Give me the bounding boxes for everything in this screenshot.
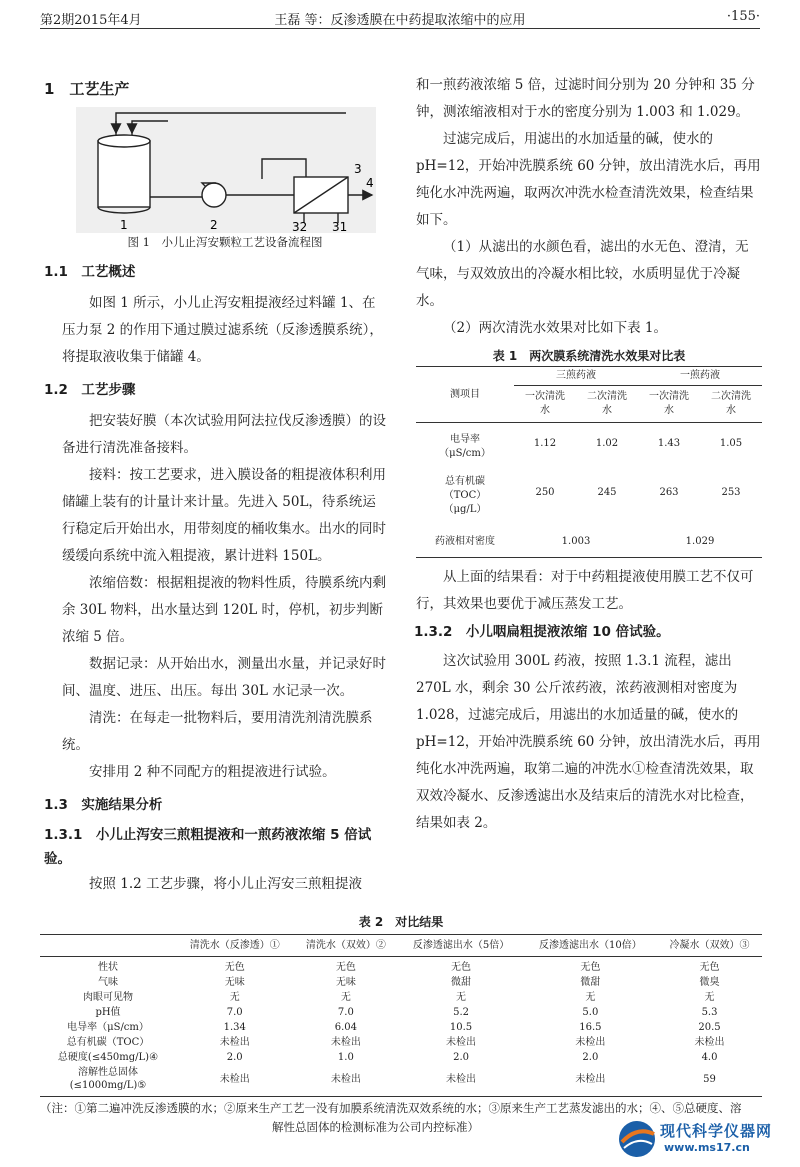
row-label: 性状 [98, 962, 118, 973]
column-header: 清洗水（反渗透）① [176, 935, 293, 957]
table-cell: 未检出 [176, 1065, 293, 1097]
paragraph: 清洗：在每走一批物料后，要用清洗剂清洗膜系统。 [62, 710, 373, 753]
article-title: 王磊 等：反渗透膜在中药提取浓缩中的应用 [274, 13, 526, 28]
table-cell: 未检出 [293, 1065, 398, 1097]
table-cell: 无色 [580, 962, 601, 973]
table-cell: 无味 [335, 977, 356, 988]
column-header: 二次清洗水 [700, 386, 762, 423]
left-column [44, 76, 388, 898]
table-cell: 20.5 [698, 1022, 721, 1033]
table-cell: 无色 [451, 962, 472, 973]
paragraph: 和一煎药液浓缩 5 倍，过滤时间分别为 20 分钟和 35 分钟，测浓缩液相对于水的密度分别为 1.003 和 1.029。 [416, 77, 755, 120]
section-1-1-heading: 1.1 工艺概述 [44, 264, 136, 280]
table-row [40, 1050, 762, 1065]
paragraph: （2）两次清洗水效果对比如下表 1。 [443, 320, 667, 336]
paragraph: （1）从滤出的水颜色看，滤出的水无色、澄清，无气味，与双效放出的冷凝水相比较，水质明显优于冷凝水。 [416, 239, 749, 309]
table-cell: 未检出 [575, 1037, 606, 1048]
table-cell: 无色 [335, 962, 356, 973]
table-cell: 未检出 [446, 1037, 477, 1048]
section-1-2-heading: 1.2 工艺步骤 [44, 382, 136, 398]
watermark-brand: 现代科学仪器网 [660, 1122, 773, 1140]
table-row [40, 975, 762, 990]
table-cell: 无 [704, 992, 715, 1003]
row-label: 肉眼可见物 [83, 992, 133, 1003]
table-cell: 7.0 [226, 1007, 243, 1018]
paragraph: 安排用 2 种不同配方的粗提液进行试验。 [89, 764, 336, 780]
table-cell: 2.0 [582, 1052, 599, 1063]
section-1-3-heading: 1.3 实施结果分析 [44, 797, 163, 813]
row-label: 电导率（μS/cm） [439, 434, 491, 459]
table-row [40, 1065, 762, 1097]
table-cell: 1.34 [223, 1022, 246, 1033]
table-cell: 250 [535, 487, 555, 498]
paragraph: 过滤完成后，用滤出的水加适量的碱，使水的 pH=12，开始冲洗膜系统 60 分钟，放出清洗水后，再用纯化水冲洗两遍，取两次冲洗水检查清洗效果，检查结果如下。 [416, 131, 761, 228]
paragraph: 从上面的结果看：对于中药粗提液使用膜工艺不仅可行，其效果也要优于减压蒸发工艺。 [416, 569, 754, 612]
section-1-1-text: 如图 1 所示，小儿止泻安粗提液经过料罐 1、在压力泵 2 的作用下通过膜过滤系统（反渗透膜系统），将提取液收集于储罐 4。 [62, 295, 383, 365]
table-cell: 无味 [224, 977, 245, 988]
globe-logo-icon [616, 1118, 658, 1160]
membrane-module [294, 177, 348, 213]
paragraph: 接料：按工艺要求，进入膜设备的粗提液体积利用储罐上装有的计量计来计量。先进入 50L，待系统运行稳定后开始出水，用带刻度的桶收集水。出水的同时缓缓向系统中流入粗提液，累计进料 150L。 [62, 467, 386, 564]
table-cell: 253 [721, 487, 741, 498]
paragraph: 把安装好膜（本次试验用阿法拉伐反渗透膜）的设备进行清洗准备接料。 [62, 413, 386, 456]
table-cell: 10.5 [449, 1022, 473, 1033]
table-row [40, 1035, 762, 1050]
label-3: 3 [354, 162, 362, 176]
row-label: 药液相对密度 [416, 521, 514, 558]
table-cell: 无色 [699, 962, 720, 973]
table-1-caption: 表 1 两次膜系统清洗水效果对比表 [492, 349, 686, 363]
table-cell: 7.0 [337, 1007, 354, 1018]
table-cell: 5.0 [582, 1007, 599, 1018]
section-1-heading: 1 工艺生产 [44, 80, 130, 98]
note-line: （注：①第二遍冲洗反渗透膜的水；②原来生产工艺一没有加膜系统清洗双效系统的水；③原来生产工艺蒸发滤出的水；④、⑤总硬度、溶 [40, 1101, 742, 1115]
table-cell: 5.2 [453, 1007, 469, 1018]
table-cell: 微臭 [699, 977, 720, 988]
label-31: 31 [332, 220, 348, 233]
table-cell: 未检出 [330, 1037, 361, 1048]
table-header: 测项目 [416, 367, 514, 423]
table-cell: 4.0 [701, 1052, 718, 1063]
column-header: 一次清洗水 [638, 386, 700, 423]
table-cell: 未检出 [524, 1065, 657, 1097]
column-header: 清洗水（双效）② [293, 935, 398, 957]
table-row [40, 957, 762, 976]
label-2: 2 [210, 218, 218, 232]
page-number: ·155· [726, 9, 760, 24]
site-watermark [616, 1118, 792, 1162]
column-header: 反渗透滤出水（5倍） [398, 935, 523, 957]
column-header: 二次清洗水 [576, 386, 638, 423]
table-cell: 1.12 [533, 438, 557, 449]
table-cell: 245 [597, 487, 617, 498]
table-row [40, 990, 762, 1005]
table-cell: 无 [456, 992, 467, 1003]
table-cell: 微甜 [580, 977, 601, 988]
row-label: 总有机碳（TOC） [66, 1037, 150, 1048]
table-cell: 无 [340, 992, 351, 1003]
process-flow-diagram [76, 107, 376, 233]
row-label: 总有机碳（TOC）（μg/L） [443, 476, 487, 515]
section-1-3-1-heading: 1.3.1 小儿止泻安三煎粗提液和一煎药液浓缩 5 倍试验。 [44, 827, 372, 867]
figure-1-caption: 图 1 小儿止泻安颗粒工艺设备流程图 [127, 235, 323, 249]
table-1 [416, 366, 762, 558]
table-cell: 无 [585, 992, 596, 1003]
table-cell: 1.05 [719, 438, 743, 449]
watermark-url: www.ms17.cn [664, 1141, 750, 1154]
table-cell: 未检出 [694, 1037, 725, 1048]
column-header: 反渗透滤出水（10倍） [524, 935, 657, 957]
pressure-pump [202, 183, 226, 207]
table-cell: 5.3 [701, 1007, 718, 1018]
label-4: 4 [366, 176, 374, 190]
table-cell: 1.029 [638, 521, 762, 558]
table-cell: 未检出 [219, 1037, 250, 1048]
table-row [40, 1005, 762, 1020]
table-cell: 未检出 [398, 1065, 523, 1097]
table-cell: 263 [659, 487, 679, 498]
paragraph: 按照 1.2 工艺步骤，将小儿止泻安三煎粗提液 [89, 876, 363, 892]
paragraph: 浓缩倍数：根据粗提液的物料性质，待膜系统内剩余 30L 物料，出水量达到 120L 时，停机，初步判断浓缩 5 倍。 [62, 575, 386, 645]
right-column [416, 2, 762, 837]
table-row [40, 1020, 762, 1035]
label-1: 1 [120, 218, 128, 232]
table-2-block [40, 912, 762, 1137]
table-cell: 6.04 [334, 1022, 358, 1033]
row-label: 电导率（μS/cm） [67, 1022, 149, 1033]
paragraph: 数据记录：从开始出水，测量出水量，并记录好时间、温度、进压、出压。每出 30L 水记录一次。 [62, 656, 386, 699]
feed-tank [98, 135, 150, 213]
table-cell: 无 [229, 992, 240, 1003]
table-cell: 1.02 [595, 438, 619, 449]
table-cell: 59 [657, 1065, 762, 1097]
issue-info: 第2期2015年4月 [40, 13, 142, 28]
row-label: 气味 [98, 977, 118, 988]
column-header: 一次清洗水 [514, 386, 576, 423]
table-cell: 2.0 [453, 1052, 469, 1063]
column-header [40, 935, 176, 957]
label-32: 32 [292, 220, 308, 233]
row-label: 总硬度(≤450mg/L)④ [57, 1052, 159, 1063]
section-1-3-2-heading: 1.3.2 小儿咽扁粗提液浓缩 10 倍试验。 [414, 624, 670, 640]
paragraph: 这次试验用 300L 药液，按照 1.3.1 流程，滤出 270L 水，剩余 30 公斤浓药液，浓药液测相对密度为 1.028，过滤完成后，用滤出的水加适量的碱，使水的 pH=12，开始冲洗膜系统 60 分钟，放出清洗水后，再用纯化水冲洗两遍，取第二遍的冲洗水①检查清洗效果，取双效冷凝水、反渗透滤出水及结束后的清洗水对比检查，结果如表 2。 [416, 653, 761, 831]
table-2-caption: 表 2 对比结果 [358, 915, 444, 929]
group-header: 三煎药液 [514, 367, 638, 386]
group-header: 一煎药液 [638, 367, 762, 386]
figure-1 [76, 107, 376, 233]
table-cell: 无色 [224, 962, 245, 973]
table-cell: 1.003 [514, 521, 638, 558]
column-header: 冷凝水（双效）③ [657, 935, 762, 957]
table-cell: 1.43 [657, 438, 681, 449]
table-cell: 1.0 [337, 1052, 354, 1063]
table-cell: 2.0 [226, 1052, 243, 1063]
row-label: 溶解性总固体(≤1000mg/L)⑤ [40, 1065, 176, 1097]
table-cell: 16.5 [579, 1022, 602, 1033]
row-label: pH值 [95, 1007, 121, 1018]
table-2 [40, 934, 762, 1097]
note-line: 解性总固体的检测标准为公司内控标准） [272, 1120, 479, 1134]
table-cell: 微甜 [451, 977, 472, 988]
